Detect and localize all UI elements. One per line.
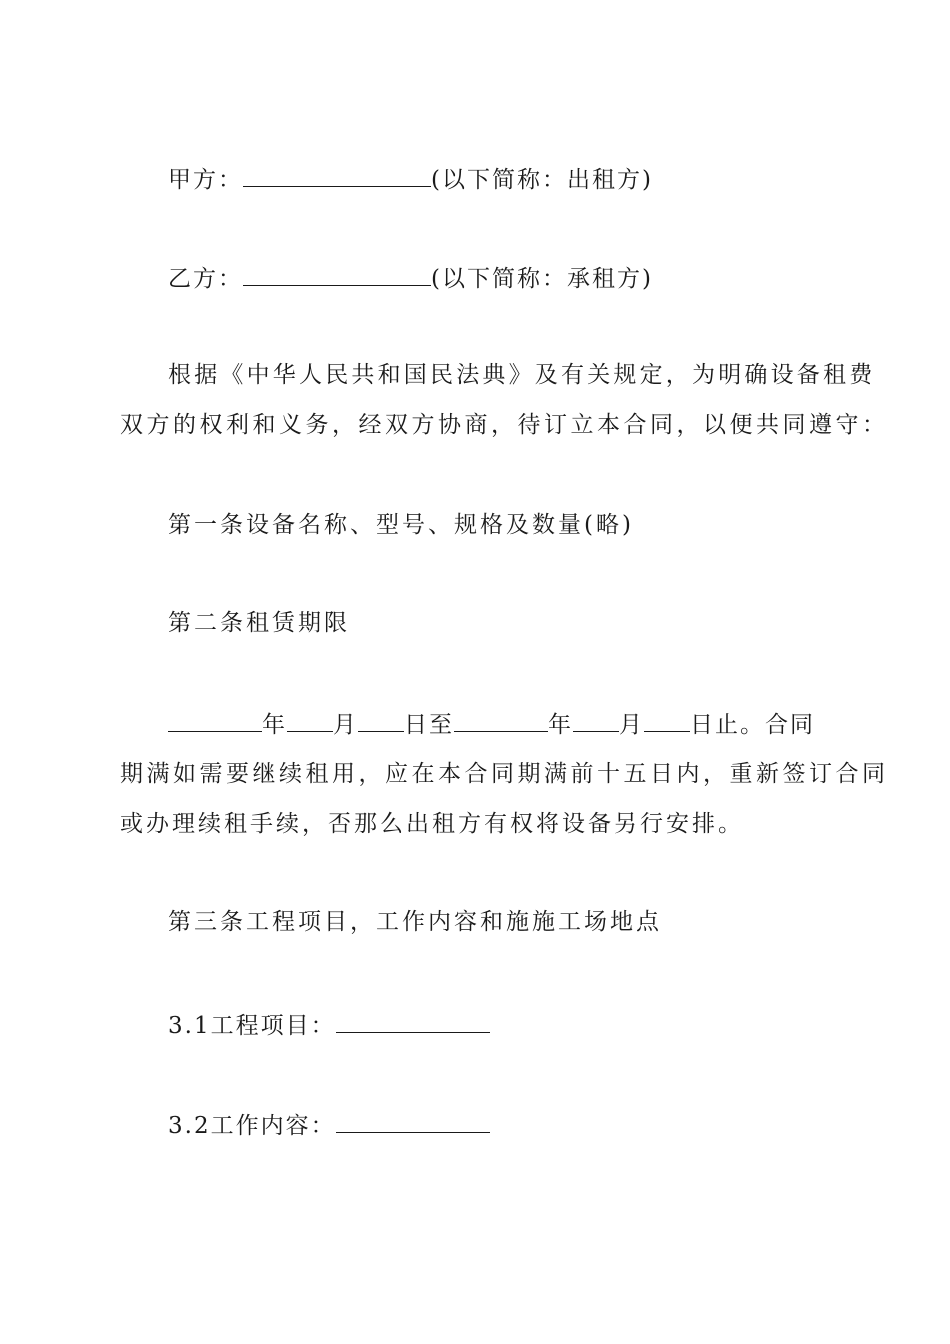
end-day-label: 日止。合同 xyxy=(690,712,815,738)
item-3-1-line xyxy=(120,1006,880,1043)
term-line-3: 或办理续租手续，否那么出租方有权将设备另行安排。 xyxy=(120,811,744,837)
party-a-line xyxy=(120,160,880,197)
article-1-heading: 第一条设备名称、型号、规格及数量(略) xyxy=(168,512,634,538)
end-year-label: 年 xyxy=(548,712,573,738)
party-b-blank[interactable] xyxy=(243,259,431,286)
party-a-label: 甲方： xyxy=(168,167,243,193)
start-year-blank[interactable] xyxy=(168,705,262,732)
end-day-blank[interactable] xyxy=(644,705,690,732)
party-a-note: (以下简称：出租方) xyxy=(431,167,653,193)
party-b-label: 乙方： xyxy=(168,266,243,292)
end-year-blank[interactable] xyxy=(454,705,548,732)
project-blank[interactable] xyxy=(336,1006,490,1033)
start-day-label: 日至 xyxy=(404,712,454,738)
start-month-blank[interactable] xyxy=(287,705,333,732)
end-month-blank[interactable] xyxy=(573,705,619,732)
party-b-line xyxy=(120,259,880,296)
item-3-1-label: 3.1工程项目： xyxy=(168,1013,336,1039)
start-year-label: 年 xyxy=(262,712,287,738)
article-2-heading: 第二条租赁期限 xyxy=(168,610,350,636)
item-3-2-line xyxy=(120,1106,880,1143)
preamble-line-1: 根据《中华人民共和国民法典》及有关规定，为明确设备租费 xyxy=(168,362,876,388)
end-month-label: 月 xyxy=(619,712,644,738)
party-b-note: (以下简称：承租方) xyxy=(431,266,653,292)
work-content-blank[interactable] xyxy=(336,1106,490,1133)
article-3-heading: 第三条工程项目，工作内容和施施工场地点 xyxy=(168,909,662,935)
item-3-2-label: 3.2工作内容： xyxy=(168,1113,336,1139)
preamble-line-2: 双方的权利和义务，经双方协商，待订立本合同，以便共同遵守： xyxy=(120,412,889,438)
party-a-blank[interactable] xyxy=(243,160,431,187)
term-line-1 xyxy=(120,705,880,742)
start-month-label: 月 xyxy=(333,712,358,738)
start-day-blank[interactable] xyxy=(358,705,404,732)
term-line-2: 期满如需要继续租用，应在本合同期满前十五日内，重新签订合同 xyxy=(120,761,889,787)
